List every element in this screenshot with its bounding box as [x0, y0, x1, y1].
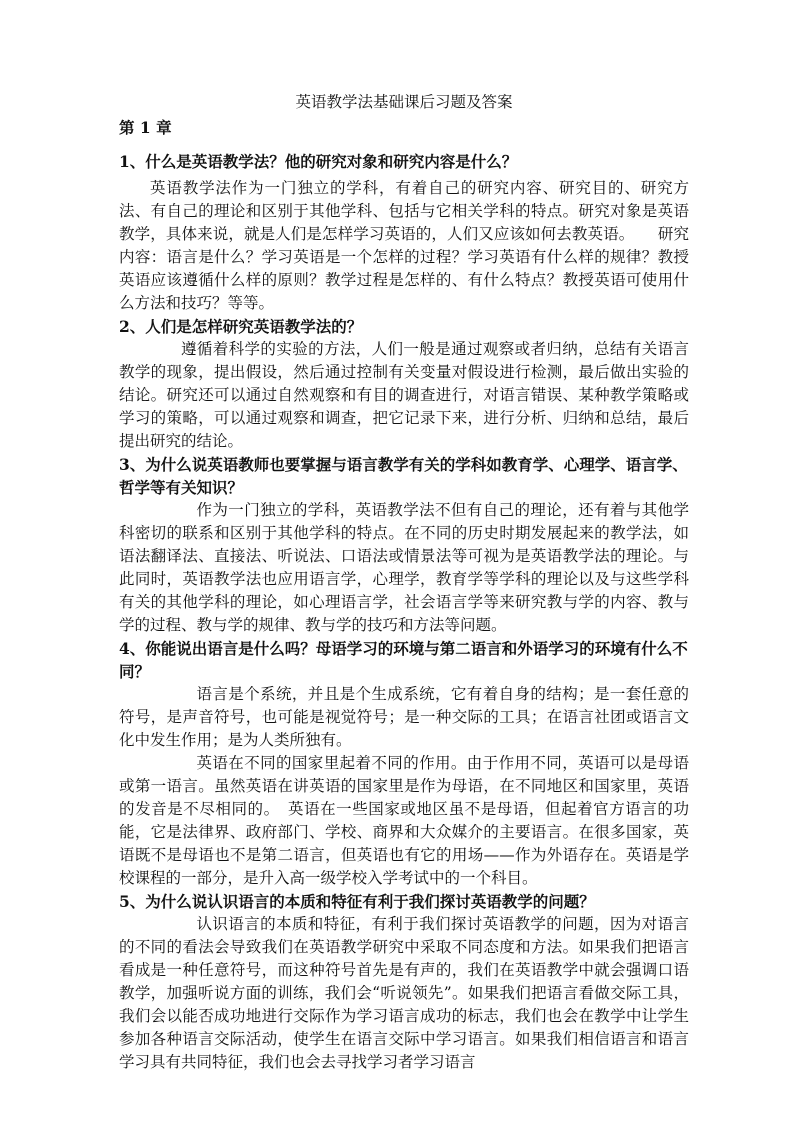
question-1: 1、什么是英语教学法？他的研究对象和研究内容是什么？ [119, 152, 518, 171]
question-2: 2、人们是怎样研究英语教学法的？ [119, 317, 363, 336]
question-5: 5、为什么说认识语言的本质和特征有利于我们探讨英语教学的问题？ [119, 892, 595, 911]
answer-1-paragraph: 英语教学法作为一门独立的学科，有着自己的研究内容、研究目的、研究方法、有自己的理论和区别于其他学科、包括与它相关学科的特点。研究对象是英语教学，具体来说，就是人们是怎样学习英语的，人们又应该如何去教英语。 研究内容：语言是什么？学习英语是一个怎样的过程？学习英语有什么样的规律？教授英语应该遵循什么样的原则？教学过程是怎样的、有什么特点？教授英语可使用什么方法和技巧？等等。 [119, 179, 689, 312]
question-3: 3、为什么说英语教师也要掌握与语言教学有关的学科如教育学、心理学、语言学、哲学等有关知识？ [119, 455, 688, 497]
document-page [119, 92, 689, 1074]
answer-4-paragraph-1: 语言是个系统，并且是个生成系统，它有着自身的结构；是一套任意的符号，是声音符号，也可能是视觉符号；是一种交际的工具；在语言社团或语言文化中发生作用；是为人类所独有。 [119, 685, 689, 749]
answer-3-paragraph: 作为一门独立的学科，英语教学法不但有自己的理论，还有着与其他学科密切的联系和区别于其他学科的特点。在不同的历史时期发展起来的教学法，如语法翻译法、直接法、听说法、口语法或情景法等可视为是英语教学法的理论。与此同时，英语教学法也应用语言学，心理学，教育学等学科的理论以及与这些学科有关的其他学科的理论，如心理语言学，社会语言学等来研究教与学的内容、教与学的过程、教与学的规律、教与学的技巧和方法等问题。 [119, 501, 689, 634]
document-title: 英语教学法基础课后习题及答案 [295, 93, 513, 111]
answer-2-paragraph: 遵循着科学的实验的方法，人们一般是通过观察或者归纳，总结有关语言教学的现象，提出假设，然后通过控制有关变量对假设进行检测，最后做出实验的结论。研究还可以通过自然观察和有目的调查进行，对语言错误、某种教学策略或学习的策略，可以通过观察和调查，把它记录下来，进行分析、归纳和总结，最后提出研究的结论。 [119, 340, 689, 450]
chapter-heading: 第 1 章 [119, 118, 172, 137]
question-4: 4、你能说出语言是什么吗？母语学习的环境与第二语言和外语学习的环境有什么不同？ [119, 639, 688, 681]
answer-4-paragraph-2: 英语在不同的国家里起着不同的作用。由于作用不同，英语可以是母语或第一语言。虽然英语在讲英语的国家里是作为母语，在不同地区和国家里，英语的发音是不尽相同的。 英语在一些国家或地区虽不是母语，但起着官方语言的功能，它是法律界、政府部门、学校、商界和大众媒介的主要语言。在很多国家，英语既不是母语也不是第二语言，但英语也有它的用场——作为外语存在。英语是学校课程的一部分，是升入高一级学校入学考试中的一个科目。 [119, 754, 689, 887]
answer-5-paragraph: 认识语言的本质和特征，有利于我们探讨英语教学的问题，因为对语言的不同的看法会导致我们在英语教学研究中采取不同态度和方法。如果我们把语言看成是一种任意符号，而这种符号首先是有声的，我们在英语教学中就会强调口语教学，加强听说方面的训练，我们会“听说领先”。如果我们把语言看做交际工具，我们会以能否成功地进行交际作为学习语言成功的标志，我们也会在教学中让学生参加各种语言交际活动，使学生在语言交际中学习语言。如果我们相信语言和语言学习具有共同特征，我们也会去寻找学习者学习语言 [119, 915, 689, 1071]
